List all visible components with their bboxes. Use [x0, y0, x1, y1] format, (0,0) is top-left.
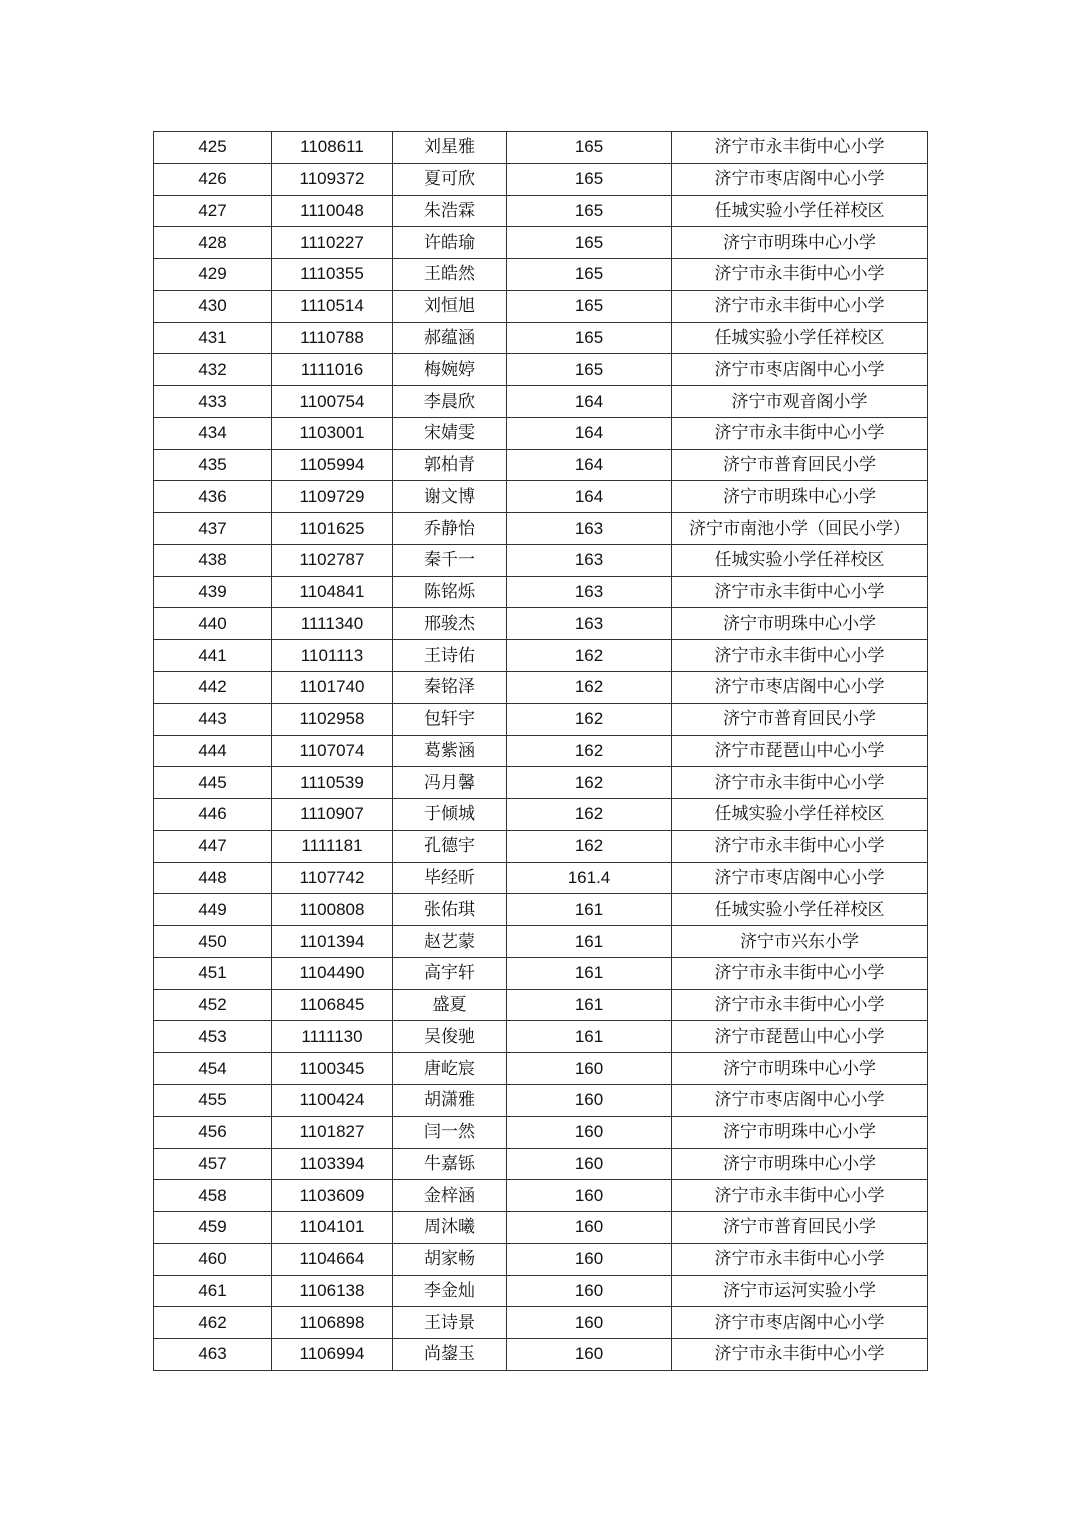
score-cell: 165: [507, 354, 672, 386]
score-cell: 162: [507, 703, 672, 735]
student-name-cell: 刘恒旭: [393, 290, 507, 322]
student-name-cell: 冯月馨: [393, 767, 507, 799]
rank-cell: 463: [154, 1339, 272, 1371]
score-table: [153, 131, 928, 1371]
score-cell: 160: [507, 1053, 672, 1085]
table-row: [154, 926, 928, 958]
table-row: [154, 1339, 928, 1371]
school-cell: 济宁市永丰街中心小学: [672, 290, 928, 322]
student-id-cell: 1110907: [272, 799, 393, 831]
score-cell: 165: [507, 227, 672, 259]
school-cell: 济宁市永丰街中心小学: [672, 417, 928, 449]
rank-cell: 454: [154, 1053, 272, 1085]
student-name-cell: 夏可欣: [393, 163, 507, 195]
score-cell: 161: [507, 1021, 672, 1053]
student-name-cell: 周沐曦: [393, 1212, 507, 1244]
student-name-cell: 张佑琪: [393, 894, 507, 926]
rank-cell: 450: [154, 926, 272, 958]
school-cell: 济宁市永丰街中心小学: [672, 576, 928, 608]
rank-cell: 433: [154, 386, 272, 418]
score-cell: 160: [507, 1180, 672, 1212]
score-cell: 165: [507, 322, 672, 354]
rank-cell: 428: [154, 227, 272, 259]
score-cell: 163: [507, 608, 672, 640]
student-id-cell: 1111181: [272, 830, 393, 862]
student-id-cell: 1111016: [272, 354, 393, 386]
rank-cell: 436: [154, 481, 272, 513]
student-id-cell: 1100424: [272, 1084, 393, 1116]
student-id-cell: 1105994: [272, 449, 393, 481]
school-cell: 济宁市枣店阁中心小学: [672, 1307, 928, 1339]
school-cell: 济宁市枣店阁中心小学: [672, 862, 928, 894]
rank-cell: 431: [154, 322, 272, 354]
student-name-cell: 郝蕴涵: [393, 322, 507, 354]
student-id-cell: 1100345: [272, 1053, 393, 1085]
score-cell: 163: [507, 576, 672, 608]
student-id-cell: 1106845: [272, 989, 393, 1021]
rank-cell: 453: [154, 1021, 272, 1053]
student-name-cell: 吴俊驰: [393, 1021, 507, 1053]
table-row: [154, 322, 928, 354]
student-name-cell: 朱浩霖: [393, 195, 507, 227]
school-cell: 任城实验小学任祥校区: [672, 799, 928, 831]
student-name-cell: 刘星雅: [393, 132, 507, 164]
score-cell: 164: [507, 449, 672, 481]
score-cell: 160: [507, 1212, 672, 1244]
rank-cell: 445: [154, 767, 272, 799]
student-name-cell: 胡潇雅: [393, 1084, 507, 1116]
school-cell: 济宁市普育回民小学: [672, 1212, 928, 1244]
student-id-cell: 1109372: [272, 163, 393, 195]
score-cell: 160: [507, 1339, 672, 1371]
rank-cell: 447: [154, 830, 272, 862]
rank-cell: 444: [154, 735, 272, 767]
student-id-cell: 1106138: [272, 1275, 393, 1307]
student-name-cell: 李晨欣: [393, 386, 507, 418]
student-id-cell: 1110355: [272, 259, 393, 291]
student-id-cell: 1106898: [272, 1307, 393, 1339]
table-row: [154, 894, 928, 926]
student-name-cell: 秦千一: [393, 544, 507, 576]
rank-cell: 456: [154, 1116, 272, 1148]
student-id-cell: 1101625: [272, 513, 393, 545]
score-cell: 160: [507, 1275, 672, 1307]
student-name-cell: 胡家畅: [393, 1243, 507, 1275]
student-id-cell: 1108611: [272, 132, 393, 164]
score-cell: 160: [507, 1116, 672, 1148]
student-name-cell: 郭柏青: [393, 449, 507, 481]
table-row: [154, 449, 928, 481]
student-name-cell: 乔静怡: [393, 513, 507, 545]
student-name-cell: 王皓然: [393, 259, 507, 291]
rank-cell: 460: [154, 1243, 272, 1275]
score-cell: 160: [507, 1243, 672, 1275]
rank-cell: 461: [154, 1275, 272, 1307]
school-cell: 济宁市永丰街中心小学: [672, 989, 928, 1021]
student-name-cell: 陈铭烁: [393, 576, 507, 608]
table-row: [154, 290, 928, 322]
school-cell: 济宁市明珠中心小学: [672, 1148, 928, 1180]
table-row: [154, 544, 928, 576]
school-cell: 济宁市明珠中心小学: [672, 227, 928, 259]
table-row: [154, 957, 928, 989]
rank-cell: 455: [154, 1084, 272, 1116]
school-cell: 济宁市枣店阁中心小学: [672, 672, 928, 704]
table-row: [154, 1275, 928, 1307]
school-cell: 济宁市永丰街中心小学: [672, 957, 928, 989]
table-row: [154, 862, 928, 894]
rank-cell: 443: [154, 703, 272, 735]
table-row: [154, 513, 928, 545]
table-row: [154, 830, 928, 862]
school-cell: 济宁市枣店阁中心小学: [672, 1084, 928, 1116]
student-id-cell: 1104101: [272, 1212, 393, 1244]
score-cell: 162: [507, 672, 672, 704]
school-cell: 济宁市明珠中心小学: [672, 481, 928, 513]
table-row: [154, 608, 928, 640]
rank-cell: 437: [154, 513, 272, 545]
score-cell: 161.4: [507, 862, 672, 894]
table-row: [154, 1148, 928, 1180]
score-cell: 164: [507, 386, 672, 418]
table-row: [154, 672, 928, 704]
school-cell: 济宁市永丰街中心小学: [672, 1180, 928, 1212]
school-cell: 济宁市琵琶山中心小学: [672, 1021, 928, 1053]
table-row: [154, 735, 928, 767]
student-id-cell: 1110227: [272, 227, 393, 259]
table-row: [154, 1307, 928, 1339]
table-row: [154, 132, 928, 164]
score-cell: 165: [507, 290, 672, 322]
student-id-cell: 1101827: [272, 1116, 393, 1148]
school-cell: 济宁市明珠中心小学: [672, 1053, 928, 1085]
student-id-cell: 1107074: [272, 735, 393, 767]
rank-cell: 451: [154, 957, 272, 989]
score-cell: 162: [507, 640, 672, 672]
rank-cell: 434: [154, 417, 272, 449]
table-row: [154, 799, 928, 831]
score-cell: 160: [507, 1148, 672, 1180]
score-cell: 165: [507, 163, 672, 195]
school-cell: 任城实验小学任祥校区: [672, 322, 928, 354]
table-row: [154, 1180, 928, 1212]
student-id-cell: 1110048: [272, 195, 393, 227]
school-cell: 济宁市普育回民小学: [672, 449, 928, 481]
rank-cell: 426: [154, 163, 272, 195]
school-cell: 济宁市枣店阁中心小学: [672, 163, 928, 195]
score-cell: 162: [507, 799, 672, 831]
table-row: [154, 1053, 928, 1085]
table-row: [154, 163, 928, 195]
student-id-cell: 1101740: [272, 672, 393, 704]
rank-cell: 446: [154, 799, 272, 831]
score-cell: 162: [507, 767, 672, 799]
student-id-cell: 1101394: [272, 926, 393, 958]
student-id-cell: 1110788: [272, 322, 393, 354]
table-row: [154, 354, 928, 386]
table-row: [154, 1084, 928, 1116]
school-cell: 济宁市观音阁小学: [672, 386, 928, 418]
student-id-cell: 1101113: [272, 640, 393, 672]
school-cell: 济宁市兴东小学: [672, 926, 928, 958]
school-cell: 济宁市明珠中心小学: [672, 608, 928, 640]
rank-cell: 452: [154, 989, 272, 1021]
student-id-cell: 1107742: [272, 862, 393, 894]
student-id-cell: 1109729: [272, 481, 393, 513]
score-cell: 162: [507, 735, 672, 767]
student-name-cell: 秦铭泽: [393, 672, 507, 704]
school-cell: 任城实验小学任祥校区: [672, 544, 928, 576]
school-cell: 任城实验小学任祥校区: [672, 195, 928, 227]
school-cell: 济宁市枣店阁中心小学: [672, 354, 928, 386]
student-id-cell: 1104841: [272, 576, 393, 608]
table-row: [154, 195, 928, 227]
student-id-cell: 1106994: [272, 1339, 393, 1371]
score-cell: 165: [507, 259, 672, 291]
student-name-cell: 李金灿: [393, 1275, 507, 1307]
student-name-cell: 孔德宇: [393, 830, 507, 862]
student-name-cell: 于倾城: [393, 799, 507, 831]
score-cell: 163: [507, 544, 672, 576]
student-id-cell: 1103609: [272, 1180, 393, 1212]
student-id-cell: 1103001: [272, 417, 393, 449]
table-row: [154, 1243, 928, 1275]
student-id-cell: 1111340: [272, 608, 393, 640]
rank-cell: 430: [154, 290, 272, 322]
table-row: [154, 989, 928, 1021]
school-cell: 济宁市永丰街中心小学: [672, 830, 928, 862]
student-name-cell: 金梓涵: [393, 1180, 507, 1212]
rank-cell: 457: [154, 1148, 272, 1180]
school-cell: 济宁市普育回民小学: [672, 703, 928, 735]
table-row: [154, 767, 928, 799]
score-cell: 162: [507, 830, 672, 862]
table-row: [154, 1116, 928, 1148]
student-name-cell: 许皓瑜: [393, 227, 507, 259]
rank-cell: 462: [154, 1307, 272, 1339]
table-row: [154, 386, 928, 418]
student-name-cell: 王诗景: [393, 1307, 507, 1339]
student-name-cell: 毕经昕: [393, 862, 507, 894]
student-id-cell: 1110514: [272, 290, 393, 322]
table-row: [154, 1212, 928, 1244]
rank-cell: 459: [154, 1212, 272, 1244]
score-table-body: [154, 132, 928, 1371]
table-row: [154, 1021, 928, 1053]
score-cell: 164: [507, 481, 672, 513]
school-cell: 济宁市南池小学（回民小学）: [672, 513, 928, 545]
table-row: [154, 640, 928, 672]
table-row: [154, 259, 928, 291]
school-cell: 济宁市永丰街中心小学: [672, 767, 928, 799]
student-id-cell: 1102958: [272, 703, 393, 735]
rank-cell: 441: [154, 640, 272, 672]
rank-cell: 458: [154, 1180, 272, 1212]
rank-cell: 449: [154, 894, 272, 926]
student-id-cell: 1100808: [272, 894, 393, 926]
student-name-cell: 盛夏: [393, 989, 507, 1021]
school-cell: 济宁市永丰街中心小学: [672, 259, 928, 291]
rank-cell: 440: [154, 608, 272, 640]
school-cell: 济宁市永丰街中心小学: [672, 132, 928, 164]
school-cell: 济宁市琵琶山中心小学: [672, 735, 928, 767]
school-cell: 济宁市永丰街中心小学: [672, 1339, 928, 1371]
student-name-cell: 邢骏杰: [393, 608, 507, 640]
score-cell: 165: [507, 132, 672, 164]
table-row: [154, 481, 928, 513]
school-cell: 济宁市永丰街中心小学: [672, 640, 928, 672]
table-row: [154, 227, 928, 259]
score-cell: 165: [507, 195, 672, 227]
student-name-cell: 宋婧雯: [393, 417, 507, 449]
rank-cell: 427: [154, 195, 272, 227]
student-id-cell: 1111130: [272, 1021, 393, 1053]
school-cell: 济宁市永丰街中心小学: [672, 1243, 928, 1275]
score-cell: 161: [507, 894, 672, 926]
table-row: [154, 703, 928, 735]
score-cell: 161: [507, 989, 672, 1021]
student-id-cell: 1103394: [272, 1148, 393, 1180]
school-cell: 济宁市明珠中心小学: [672, 1116, 928, 1148]
student-name-cell: 包轩宇: [393, 703, 507, 735]
student-name-cell: 唐屹宸: [393, 1053, 507, 1085]
student-name-cell: 闫一然: [393, 1116, 507, 1148]
student-id-cell: 1104664: [272, 1243, 393, 1275]
score-cell: 164: [507, 417, 672, 449]
table-row: [154, 576, 928, 608]
rank-cell: 425: [154, 132, 272, 164]
student-name-cell: 梅婉婷: [393, 354, 507, 386]
rank-cell: 429: [154, 259, 272, 291]
score-cell: 161: [507, 926, 672, 958]
school-cell: 济宁市运河实验小学: [672, 1275, 928, 1307]
school-cell: 任城实验小学任祥校区: [672, 894, 928, 926]
student-name-cell: 王诗佑: [393, 640, 507, 672]
rank-cell: 439: [154, 576, 272, 608]
student-name-cell: 谢文博: [393, 481, 507, 513]
student-name-cell: 高宇轩: [393, 957, 507, 989]
student-name-cell: 牛嘉铄: [393, 1148, 507, 1180]
rank-cell: 432: [154, 354, 272, 386]
rank-cell: 435: [154, 449, 272, 481]
student-name-cell: 尚鋆玉: [393, 1339, 507, 1371]
table-row: [154, 417, 928, 449]
score-cell: 161: [507, 957, 672, 989]
student-name-cell: 赵艺蒙: [393, 926, 507, 958]
student-id-cell: 1110539: [272, 767, 393, 799]
rank-cell: 438: [154, 544, 272, 576]
student-id-cell: 1104490: [272, 957, 393, 989]
score-cell: 160: [507, 1084, 672, 1116]
rank-cell: 442: [154, 672, 272, 704]
rank-cell: 448: [154, 862, 272, 894]
student-id-cell: 1102787: [272, 544, 393, 576]
student-id-cell: 1100754: [272, 386, 393, 418]
score-cell: 163: [507, 513, 672, 545]
student-name-cell: 葛紫涵: [393, 735, 507, 767]
score-cell: 160: [507, 1307, 672, 1339]
